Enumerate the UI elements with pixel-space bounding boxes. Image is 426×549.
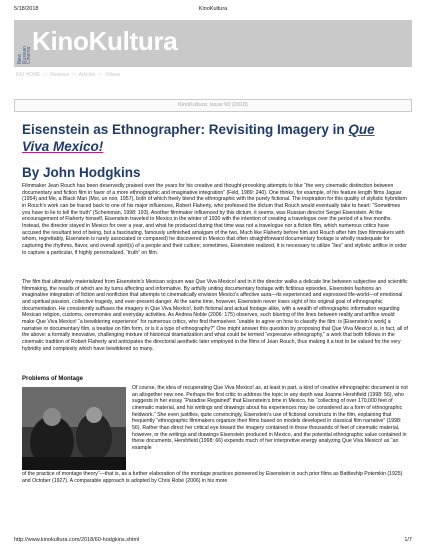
banner-tagline xyxy=(18,23,32,64)
paragraph-2: The film that ultimately materialized from Eisenstein’s Mexican sojourn was Que Viva Mexico! and in it the director walks a delicate line between subjective and scientific filmmaking, the results of which are by turns affecting and informative. By artfully uniting documentary footage with fictitious episodes, Eisenstein fashions an imaginative integration of fiction and nonfiction that attempts to cinematically envision Mexico’s affective aura—its experienced and expressed life-world—of emotional and spiritual passion, collective tragedy, and ever-present danger. At the same time, however, Eisenstein never loses sight of his original goal of ethnographic documentation. He consistently suffuses the imagery in Que Viva Mexico!, both fictional and actual footage alike, with a wealth of ethnographic information regarding Mexican religion, customs, ceremonies and everyday activities. As Andrea Noble (2006: 175) observes, such blurring of the lines between reality and artifice would make Que Viva Mexico! “a bewildering experience” for numerous critics, who find themselves “unable to agree on how to classify the film: is [Eisenstein’s work] a narrative or documentary film, a treatise on film form, or is it a type of ethnography?” One might answer this question by proposing that Que Viva Mexico! is, in fact, all of the above: a formally innovative, challenging mixture of historical dramatization and what could be termed “expressive ethnography,” a work that both follows in the cinematic tradition of Robert Flaherty and anticipates the directorial aesthetic later employed in the films of Jean Rouch, thus making it a text to be valued for the very hybridity and complexity which have bewildered so many. xyxy=(22,279,408,352)
article-title-text: Eisenstein as Ethnographer: Revisiting Imagery in xyxy=(22,122,349,137)
nav-separator-icon: □ xyxy=(72,72,76,78)
nav-item-articles[interactable]: Articles xyxy=(78,72,96,78)
site-logo[interactable]: KinoKultura xyxy=(32,26,178,56)
article-title xyxy=(22,121,402,155)
nav-bar xyxy=(14,70,412,81)
nav-item-reviews[interactable]: Reviews xyxy=(50,72,70,78)
article-title-film: Que Viva Mexico! xyxy=(22,122,375,154)
print-date: 5/18/2018 xyxy=(14,6,39,12)
print-title: KinoKultura xyxy=(198,6,228,12)
print-footer xyxy=(14,537,412,545)
nav-separator-icon: □ xyxy=(98,72,102,78)
site-banner[interactable] xyxy=(14,20,412,67)
nav-separator-icon: □ xyxy=(43,72,47,78)
paragraph-1: Filmmaker Jean Rouch has been deservedly praised over the years for his creative and thought-provoking attempts to blur “the very cinematic distinction between documentary and fiction film in favor of a more ethnographic and imaginative integration” (Feld, 1989: 240). One thinks, for example, of his feature length films Jaguar (1954) and Me, a Black Man (Moi, un noir, 1957), both of which freely blend the ethnographic with the purely fictional. The inspiration for this quality of stylistic hybridism in Rouch’s work can be traced back to one of his major influences, Robert Flaherty, who professed the dictum that Rouch would eventually take to heart: “Sometimes you have to lie to tell the truth” (Scheinman, 1998: 193). Another filmmaker influenced by this dictum, it seems, was Russian director Sergei Eisenstein. At the encouragement of Flaherty himself, Eisenstein traveled to Mexico in the winter of 1930 with the intention of creating a travelogue over the period of a few months. Instead, the director stayed in Mexico for over a year, and what he produced during that time was not a travelogue nor a fiction film, which numerous critics have accused the resultant text of being, but a fascinating, famously unfinished amalgam of the two. Much like Flaherty before him and Rouch after him (two filmmakers with whom, regrettably, Eisenstein is rarely associated or compared) he discovered in Mexico that often straightforward documentary footage is wholly inadequate for capturing the rhythms, flavor, and overall spirit(s) of a people and their culture; sometimes, Eisenstein realized, it is necessary to utilize “lies” and stylistic artifice in order to capture a particular, if highly personalized, “truth” on film. xyxy=(22,183,407,256)
article-author: By John Hodgkins xyxy=(22,165,141,180)
paragraph-3: Of course, the idea of recuperating Que Viva Mexico! as, at least in part, a kind of creative ethnographic document is not an altogether new one. Perhaps the first critic to address the topic in any depth was Joanne Hershfield (1998: 56), who suggests in her essay “Paradise Regained” that Eisenstein’s time in Mexico, his “collecting of over 170,000 feet of cinematic material, and his writings and drawings about his experiences may be considered as a form of ethnographic fieldwork.” She even justifies, quite convincingly, Eisenstein’s use of fictional constructs in the film, explaining that frequently “ethnographic filmmakers organize their films based on models developed in classical film narrative” (1998: 56). Rather than direct her critical eye toward the imagery contained in those thousands of feet of cinematic material, however, or the writings and drawings Eisenstein produced in Mexico, and the potential ethnographic value contained in these documents, Hershfield (1998: 66) expends much of her interpretive energy analyzing Que Viva Mexico! as “an example xyxy=(132,385,408,451)
print-header xyxy=(14,6,412,14)
section-heading: Problems of Montage xyxy=(22,376,84,382)
nav-item-videos[interactable]: Videos xyxy=(104,72,121,78)
film-still-image xyxy=(22,387,126,470)
page-number: 1/7 xyxy=(404,537,412,543)
banner-tagline-text: New Russian Cinema xyxy=(17,45,33,64)
paragraph-3-continued: of the practice of montage theory”—that is, as a further elaboration of the montage practices pioneered by Eisenstein in such prior films as Battleship Potemkin (1925) and October (1927). A comparable approach is adopted by Chris Robé (2006) in his more xyxy=(22,471,403,484)
page-url[interactable]: http://www.kinokultura.com/2018/60-hodgkins.shtml xyxy=(14,537,140,543)
nav-item-home[interactable]: KKI HOME xyxy=(16,72,41,78)
issue-bar[interactable]: KinoKultura: Issue 60 (2018) xyxy=(14,99,412,112)
film-still-photo xyxy=(22,387,126,470)
